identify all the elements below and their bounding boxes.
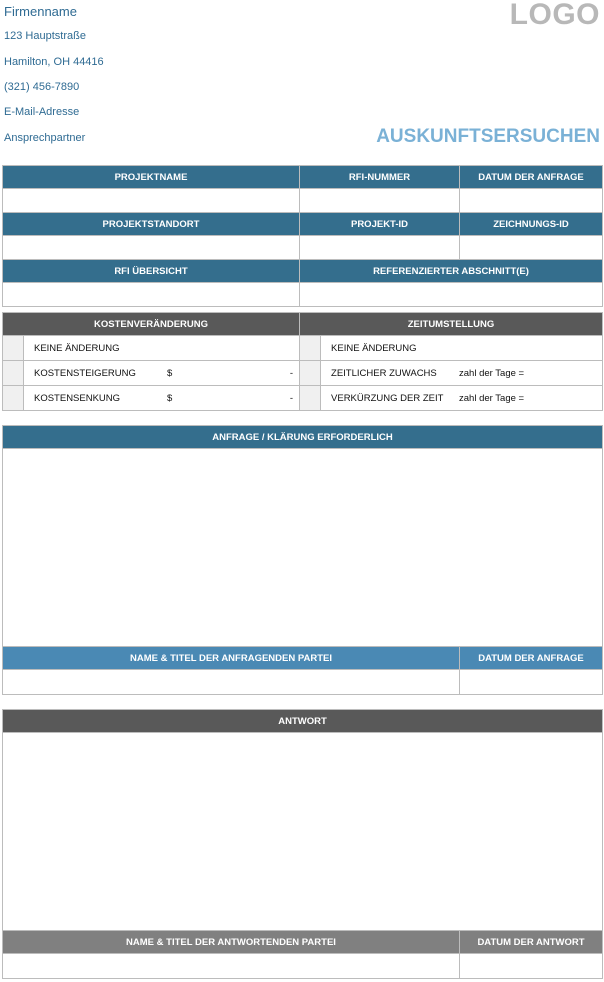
request-date-header: DATUM DER ANFRAGE xyxy=(460,166,603,189)
company-email: E-Mail-Adresse xyxy=(4,106,80,118)
referenced-section-header: REFERENZIERTER ABSCHNITT(E) xyxy=(300,260,603,283)
cost-no-change-checkbox[interactable] xyxy=(3,336,24,361)
rfi-summary-header: RFI ÜBERSICHT xyxy=(3,260,300,283)
cost-decrease-label: KOSTENSENKUNG xyxy=(34,392,121,404)
answer-date-header: DATUM DER ANTWORT xyxy=(460,931,603,954)
request-table xyxy=(2,425,603,695)
answer-text-area[interactable] xyxy=(3,733,603,931)
answer-header: ANTWORT xyxy=(3,710,603,733)
document-title: AUSKUNFTSERSUCHEN xyxy=(376,126,600,147)
company-city: Hamilton, OH 44416 xyxy=(4,56,104,68)
request-date-header-2: DATUM DER ANFRAGE xyxy=(460,647,603,670)
time-change-header: ZEITUMSTELLUNG xyxy=(300,313,603,336)
requesting-party-header: NAME & TITEL DER ANFRAGENDEN PARTEI xyxy=(3,647,460,670)
time-decrease-checkbox[interactable] xyxy=(300,386,321,411)
project-id-field[interactable] xyxy=(300,236,460,260)
time-increase-checkbox[interactable] xyxy=(300,361,321,386)
rfi-number-field[interactable] xyxy=(300,189,460,213)
time-no-change-label: KEINE ÄNDERUNG xyxy=(331,342,417,354)
answer-date-field[interactable] xyxy=(460,954,603,979)
request-date-field[interactable] xyxy=(460,189,603,213)
request-text-area[interactable] xyxy=(3,449,603,647)
company-name: Firmenname xyxy=(4,4,77,19)
drawing-id-header: ZEICHNUNGS-ID xyxy=(460,213,603,236)
project-name-field[interactable] xyxy=(3,189,300,213)
project-info-table xyxy=(2,165,603,307)
time-no-change-checkbox[interactable] xyxy=(300,336,321,361)
time-increase-days[interactable]: zahl der Tage = xyxy=(459,367,525,379)
cost-decrease-currency: $ xyxy=(167,392,173,404)
project-id-header: PROJEKT-ID xyxy=(300,213,460,236)
rfi-summary-field[interactable] xyxy=(3,283,300,307)
referenced-section-field[interactable] xyxy=(300,283,603,307)
request-header: ANFRAGE / KLÄRUNG ERFORDERLICH xyxy=(3,426,603,449)
logo: LOGO xyxy=(509,0,600,31)
cost-time-table xyxy=(2,312,603,411)
project-location-field[interactable] xyxy=(3,236,300,260)
cost-increase-value[interactable]: - xyxy=(289,367,294,379)
project-location-header: PROJEKTSTANDORT xyxy=(3,213,300,236)
drawing-id-field[interactable] xyxy=(460,236,603,260)
project-name-header: PROJEKTNAME xyxy=(3,166,300,189)
cost-decrease-value[interactable]: - xyxy=(289,392,294,404)
time-decrease-days[interactable]: zahl der Tage = xyxy=(459,392,525,404)
cost-increase-checkbox[interactable] xyxy=(3,361,24,386)
company-contact: Ansprechpartner xyxy=(4,132,86,144)
cost-decrease-checkbox[interactable] xyxy=(3,386,24,411)
requesting-party-field[interactable] xyxy=(3,670,460,695)
company-street: 123 Hauptstraße xyxy=(4,30,86,42)
answer-table xyxy=(2,709,603,979)
request-date-field-2[interactable] xyxy=(460,670,603,695)
cost-no-change-label: KEINE ÄNDERUNG xyxy=(34,342,120,354)
rfi-number-header: RFI-NUMMER xyxy=(300,166,460,189)
answering-party-header: NAME & TITEL DER ANTWORTENDEN PARTEI xyxy=(3,931,460,954)
time-decrease-label: VERKÜRZUNG DER ZEIT xyxy=(331,392,444,404)
cost-increase-label: KOSTENSTEIGERUNG xyxy=(34,367,136,379)
cost-change-header: KOSTENVERÄNDERUNG xyxy=(3,313,300,336)
cost-increase-currency: $ xyxy=(167,367,173,379)
time-increase-label: ZEITLICHER ZUWACHS xyxy=(331,367,437,379)
company-phone: (321) 456-7890 xyxy=(4,81,80,93)
answering-party-field[interactable] xyxy=(3,954,460,979)
